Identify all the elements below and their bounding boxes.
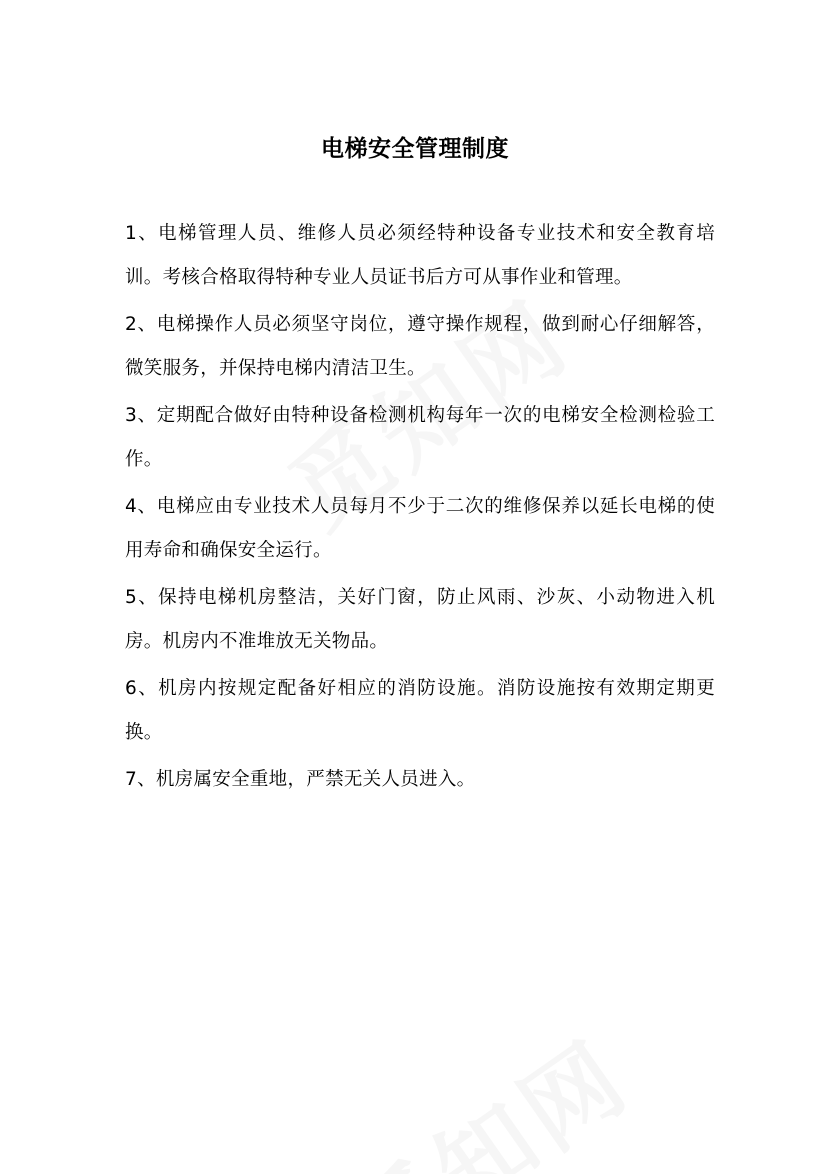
rule-item: 3、定期配合做好由特种设备检测机构每年一次的电梯安全检测检验工作。: [125, 405, 715, 470]
rules-list: [125, 212, 715, 805]
rule-item: 4、电梯应由专业技术人员每月不少于二次的维修保养以延长电梯的使用寿命和确保安全运行。: [125, 496, 715, 561]
rule-item: 6、机房内按规定配备好相应的消防设施。消防设施按有效期定期更换。: [125, 678, 715, 743]
rule-item: 1、电梯管理人员、维修人员必须经特种设备专业技术和安全教育培训。考核合格取得特种专业人员证书后方可从事作业和管理。: [125, 223, 715, 288]
rule-item: 7、机房属安全重地，严禁无关人员进入。: [125, 769, 476, 790]
watermark-text: [319, 1003, 653, 1174]
page-title: 电梯安全管理制度: [321, 136, 509, 163]
rule-item: 2、电梯操作人员必须坚守岗位，遵守操作规程，做到耐心仔细解答，微笑服务，并保持电梯内清洁卫生。: [125, 314, 715, 379]
rule-item: 5、保持电梯机房整洁，关好门窗，防止风雨、沙灰、小动物进入机房。机房内不准堆放无关物品。: [125, 587, 715, 652]
